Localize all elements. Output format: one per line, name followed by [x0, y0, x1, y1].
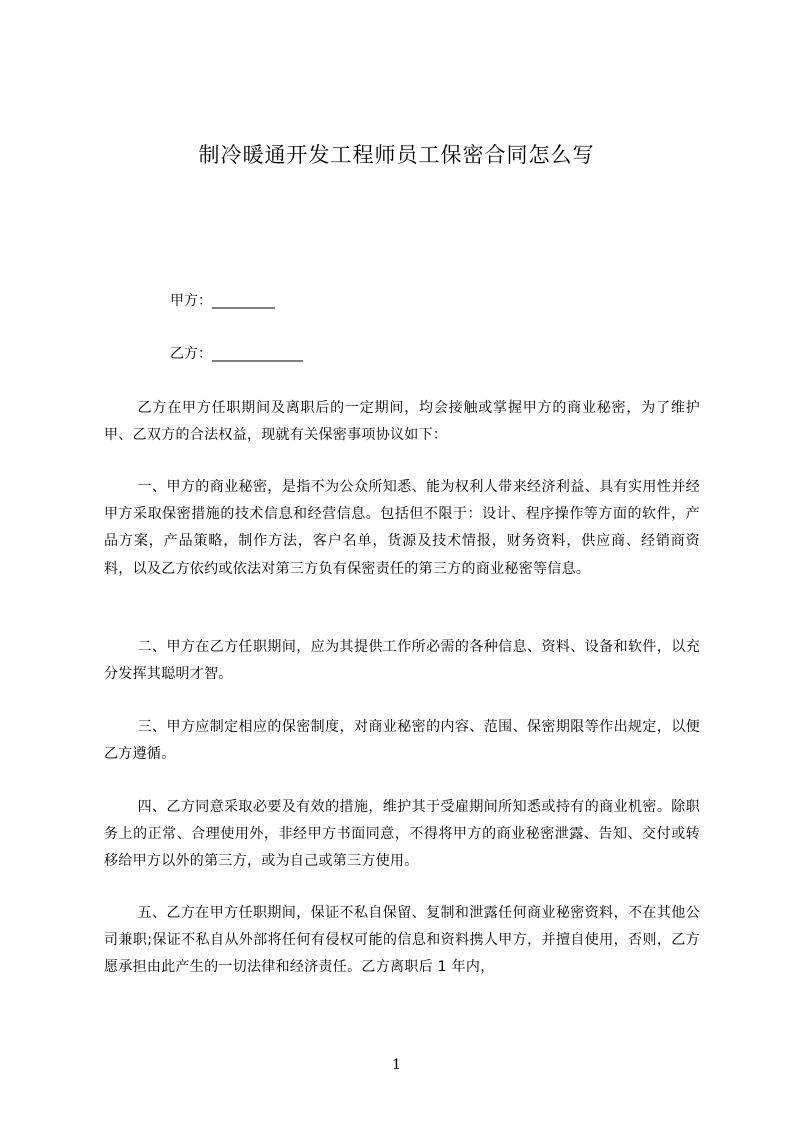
- clause-3-paragraph: 三、甲方应制定相应的保密制度，对商业秘密的内容、范围、保密期限等作出规定，以便乙方遵循。: [104, 719, 700, 763]
- clause-5-paragraph: 五、乙方在甲方任职期间，保证不私自保留、复制和泄露任何商业秘密资料，不在其他公司兼职;保证不私自从外部将任何有侵权可能的信息和资料携人甲方，并擅自使用，否则，乙方愿承担由此产生的一切法律和经济责任。乙方离职后 1 年内，: [104, 905, 700, 976]
- clause-2-paragraph: 二、甲方在乙方任职期间，应为其提供工作所必需的各种信息、资料、设备和软件，以充分发挥其聪明才智。: [104, 639, 700, 683]
- page-number: 1: [392, 1057, 401, 1073]
- party-a-line: 甲方：_________: [170, 293, 275, 309]
- clause-4-paragraph: 四、乙方同意采取必要及有效的措施，维护其于受雇期间所知悉或持有的商业机密。除职务上的正常、合理使用外，非经甲方书面同意，不得将甲方的商业秘密泄露、告知、交付或转移给甲方以外的第三方，或为自己或第三方使用。: [104, 799, 700, 870]
- intro-paragraph: 乙方在甲方任职期间及离职后的一定期间，均会接触或掌握甲方的商业秘密，为了维护甲、乙双方的合法权益，现就有关保密事项协议如下：: [104, 400, 700, 444]
- clause-1-paragraph: 一、甲方的商业秘密，是指不为公众所知悉、能为权利人带来经济利益、具有实用性并经甲方采取保密措施的技术信息和经营信息。包括但不限于：设计、程序操作等方面的软件，产品方案，产品策略，制作方法，客户名单，货源及技术情报，财务资料，供应商、经销商资料，以及乙方依约或依法对第三方负有保密责任的第三方的商业秘密等信息。: [104, 479, 700, 577]
- party-b-line: 乙方：_____________: [170, 346, 303, 362]
- document-title: 制冷暖通开发工程师员工保密合同怎么写: [198, 143, 595, 167]
